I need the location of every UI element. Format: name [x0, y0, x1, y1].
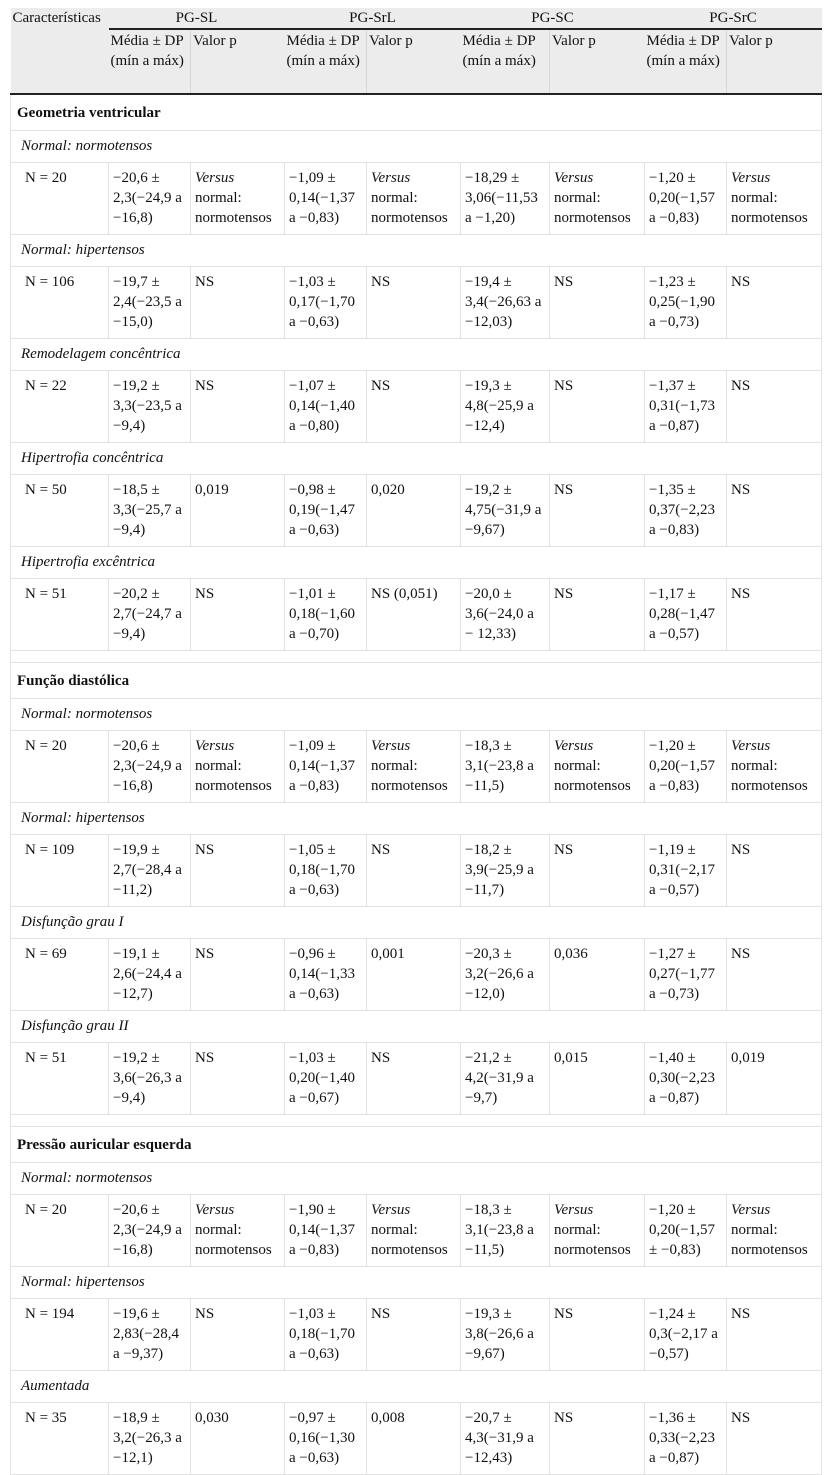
table-header: [11, 8, 822, 94]
versus-word: Versus: [195, 1202, 235, 1218]
mean-sd-cell: −20,6 ± 2,3(−24,9 a −16,8): [109, 1195, 191, 1267]
group-row: [11, 339, 822, 371]
mean-sd-cell: −1,19 ± 0,31(−2,17 a −0,57): [645, 835, 727, 907]
mean-sd-cell: −18,3 ± 3,1(−23,8 a −11,5): [461, 1195, 550, 1267]
mean-sd-cell: −18,29 ± 3,06(−11,53 a −1,20): [461, 163, 550, 235]
versus-reference: normal: normotensos: [195, 190, 272, 226]
section-title: Geometria ventricular: [11, 94, 822, 131]
versus-reference: normal: normotensos: [371, 190, 448, 226]
p-value-cell: NS: [367, 267, 461, 339]
header-group-pg-srl: PG-SrL: [285, 8, 461, 29]
versus-word: Versus: [371, 738, 411, 754]
mean-sd-cell: −18,5 ± 3,3(−25,7 a −9,4): [109, 475, 191, 547]
p-value-reference-cell: [191, 163, 285, 235]
p-value-cell: NS: [550, 835, 645, 907]
table-body: [11, 94, 822, 1475]
mean-sd-cell: −19,2 ± 3,6(−26,3 a −9,4): [109, 1043, 191, 1115]
p-value-cell: NS: [550, 1403, 645, 1475]
p-value-cell: NS: [191, 371, 285, 443]
versus-word: Versus: [371, 170, 411, 186]
group-row: [11, 235, 822, 267]
p-value-cell: NS: [727, 267, 822, 339]
sample-size-cell: N = 50: [11, 475, 109, 547]
group-label: Normal: normotensos: [11, 131, 822, 163]
header-group-pg-sc: PG-SC: [461, 8, 645, 29]
table-row: [11, 731, 822, 803]
p-value-reference-cell: [367, 1195, 461, 1267]
group-label: Remodelagem concêntrica: [11, 339, 822, 371]
mean-sd-cell: −18,2 ± 3,9(−25,9 a −11,7): [461, 835, 550, 907]
p-value-cell: NS: [367, 371, 461, 443]
versus-word: Versus: [554, 1202, 594, 1218]
table-row: [11, 939, 822, 1011]
table-row: [11, 267, 822, 339]
versus-reference: normal: normotensos: [554, 190, 631, 226]
mean-sd-cell: −19,9 ± 2,7(−28,4 a −11,2): [109, 835, 191, 907]
p-value-cell: NS: [727, 1403, 822, 1475]
p-value-cell: 0,019: [727, 1043, 822, 1115]
p-value-reference-cell: [367, 163, 461, 235]
mean-sd-cell: −21,2 ± 4,2(−31,9 a −9,7): [461, 1043, 550, 1115]
mean-sd-cell: −20,2 ± 2,7(−24,7 a −9,4): [109, 579, 191, 651]
p-value-cell: 0,019: [191, 475, 285, 547]
sample-size-cell: N = 20: [11, 1195, 109, 1267]
p-value-reference-cell: [550, 1195, 645, 1267]
mean-sd-cell: −1,40 ± 0,30(−2,23 a −0,87): [645, 1043, 727, 1115]
mean-sd-cell: −0,96 ± 0,14(−1,33 a −0,63): [285, 939, 367, 1011]
mean-sd-cell: −18,3 ± 3,1(−23,8 a −11,5): [461, 731, 550, 803]
group-row: [11, 1011, 822, 1043]
table-row: [11, 579, 822, 651]
p-value-cell: NS: [550, 475, 645, 547]
p-value-cell: NS: [191, 1043, 285, 1115]
versus-reference: normal: normotensos: [195, 758, 272, 794]
group-label: Hipertrofia concêntrica: [11, 443, 822, 475]
table-row: [11, 475, 822, 547]
mean-sd-cell: −19,3 ± 4,8(−25,9 a −12,4): [461, 371, 550, 443]
p-value-cell: NS: [727, 939, 822, 1011]
versus-word: Versus: [731, 170, 771, 186]
versus-reference: normal: normotensos: [554, 758, 631, 794]
p-value-reference-cell: [550, 731, 645, 803]
p-value-reference-cell: [727, 1195, 822, 1267]
versus-word: Versus: [731, 738, 771, 754]
p-value-cell: NS (0,051): [367, 579, 461, 651]
section-spacer: [11, 1115, 822, 1127]
header-p-value: Valor p: [727, 29, 822, 94]
sample-size-cell: N = 35: [11, 1403, 109, 1475]
section-row: [11, 1127, 822, 1163]
group-label: Normal: hipertensos: [11, 235, 822, 267]
p-value-cell: NS: [367, 1299, 461, 1371]
versus-word: Versus: [195, 170, 235, 186]
mean-sd-cell: −18,9 ± 3,2(−26,3 a −12,1): [109, 1403, 191, 1475]
header-p-value: Valor p: [191, 29, 285, 94]
group-label: Aumentada: [11, 1371, 822, 1403]
header-mean-sd: Média ± DP (mín a máx): [285, 29, 367, 94]
p-value-reference-cell: [191, 1195, 285, 1267]
p-value-cell: NS: [367, 835, 461, 907]
mean-sd-cell: −1,36 ± 0,33(−2,23 a −0,87): [645, 1403, 727, 1475]
mean-sd-cell: −1,35 ± 0,37(−2,23 a −0,83): [645, 475, 727, 547]
header-mean-sd: Média ± DP (mín a máx): [109, 29, 191, 94]
p-value-cell: 0,020: [367, 475, 461, 547]
section-title: Função diastólica: [11, 663, 822, 699]
mean-sd-cell: −1,90 ± 0,14(−1,37 a −0,83): [285, 1195, 367, 1267]
group-label: Normal: hipertensos: [11, 1267, 822, 1299]
sample-size-cell: N = 106: [11, 267, 109, 339]
header-group-pg-src: PG-SrC: [645, 8, 822, 29]
sample-size-cell: N = 20: [11, 731, 109, 803]
group-label: Normal: hipertensos: [11, 803, 822, 835]
group-row: [11, 1371, 822, 1403]
section-row: [11, 663, 822, 699]
mean-sd-cell: −1,07 ± 0,14(−1,40 a −0,80): [285, 371, 367, 443]
p-value-reference-cell: [727, 163, 822, 235]
versus-word: Versus: [731, 1202, 771, 1218]
section-row: [11, 94, 822, 131]
sample-size-cell: N = 51: [11, 1043, 109, 1115]
mean-sd-cell: −20,6 ± 2,3(−24,9 a −16,8): [109, 163, 191, 235]
group-row: [11, 907, 822, 939]
table-row: [11, 835, 822, 907]
mean-sd-cell: −1,05 ± 0,18(−1,70 a −0,63): [285, 835, 367, 907]
sample-size-cell: N = 69: [11, 939, 109, 1011]
p-value-reference-cell: [191, 731, 285, 803]
table-row: [11, 371, 822, 443]
group-row: [11, 443, 822, 475]
mean-sd-cell: −20,0 ± 3,6(−24,0 a − 12,33): [461, 579, 550, 651]
sample-size-cell: N = 51: [11, 579, 109, 651]
group-row: [11, 1163, 822, 1195]
p-value-cell: NS: [191, 835, 285, 907]
mean-sd-cell: −20,6 ± 2,3(−24,9 a −16,8): [109, 731, 191, 803]
group-row: [11, 547, 822, 579]
p-value-cell: NS: [191, 1299, 285, 1371]
versus-reference: normal: normotensos: [554, 1222, 631, 1258]
p-value-cell: 0,015: [550, 1043, 645, 1115]
header-mean-sd: Média ± DP (mín a máx): [645, 29, 727, 94]
mean-sd-cell: −1,27 ± 0,27(−1,77 a −0,73): [645, 939, 727, 1011]
mean-sd-cell: −1,03 ± 0,18(−1,70 a −0,63): [285, 1299, 367, 1371]
sample-size-cell: N = 194: [11, 1299, 109, 1371]
p-value-cell: NS: [550, 267, 645, 339]
group-row: [11, 131, 822, 163]
header-mean-sd: Média ± DP (mín a máx): [461, 29, 550, 94]
mean-sd-cell: −20,7 ± 4,3(−31,9 a −12,43): [461, 1403, 550, 1475]
table-row: [11, 1043, 822, 1115]
section-spacer: [11, 651, 822, 663]
group-label: Disfunção grau I: [11, 907, 822, 939]
p-value-cell: 0,036: [550, 939, 645, 1011]
table-row: [11, 1195, 822, 1267]
p-value-cell: NS: [191, 579, 285, 651]
p-value-cell: 0,008: [367, 1403, 461, 1475]
group-label: Hipertrofia excêntrica: [11, 547, 822, 579]
mean-sd-cell: −19,7 ± 2,4(−23,5 a −15,0): [109, 267, 191, 339]
mean-sd-cell: −1,20 ± 0,20(−1,57 a −0,83): [645, 163, 727, 235]
mean-sd-cell: −1,09 ± 0,14(−1,37 a −0,83): [285, 731, 367, 803]
mean-sd-cell: −19,2 ± 3,3(−23,5 a −9,4): [109, 371, 191, 443]
group-row: [11, 803, 822, 835]
mean-sd-cell: −1,20 ± 0,20(−1,57 a −0,83): [645, 731, 727, 803]
header-p-value: Valor p: [550, 29, 645, 94]
table-row: [11, 1299, 822, 1371]
mean-sd-cell: −19,2 ± 4,75(−31,9 a −9,67): [461, 475, 550, 547]
mean-sd-cell: −1,37 ± 0,31(−1,73 a −0,87): [645, 371, 727, 443]
header-characteristics: Características: [11, 8, 109, 29]
group-label: Disfunção grau II: [11, 1011, 822, 1043]
mean-sd-cell: −1,17 ± 0,28(−1,47 a −0,57): [645, 579, 727, 651]
mean-sd-cell: −19,1 ± 2,6(−24,4 a −12,7): [109, 939, 191, 1011]
p-value-cell: 0,030: [191, 1403, 285, 1475]
versus-word: Versus: [554, 738, 594, 754]
sample-size-cell: N = 109: [11, 835, 109, 907]
header-group-pg-sl: PG-SL: [109, 8, 285, 29]
versus-reference: normal: normotensos: [731, 1222, 808, 1258]
p-value-cell: NS: [727, 579, 822, 651]
versus-reference: normal: normotensos: [731, 190, 808, 226]
mean-sd-cell: −1,01 ± 0,18(−1,60 a −0,70): [285, 579, 367, 651]
group-label: Normal: normotensos: [11, 699, 822, 731]
group-row: [11, 1267, 822, 1299]
header-characteristics-spacer: [11, 29, 109, 94]
p-value-cell: NS: [727, 835, 822, 907]
p-value-cell: NS: [550, 1299, 645, 1371]
p-value-cell: NS: [727, 371, 822, 443]
p-value-reference-cell: [727, 731, 822, 803]
table-row: [11, 1403, 822, 1475]
p-value-cell: 0,001: [367, 939, 461, 1011]
versus-word: Versus: [554, 170, 594, 186]
header-p-value: Valor p: [367, 29, 461, 94]
results-table: [10, 8, 822, 1475]
versus-reference: normal: normotensos: [195, 1222, 272, 1258]
mean-sd-cell: −0,98 ± 0,19(−1,47 a −0,63): [285, 475, 367, 547]
group-row: [11, 699, 822, 731]
mean-sd-cell: −19,3 ± 3,8(−26,6 a −9,67): [461, 1299, 550, 1371]
versus-word: Versus: [195, 738, 235, 754]
mean-sd-cell: −1,24 ± 0,3(−2,17 a −0,57): [645, 1299, 727, 1371]
mean-sd-cell: −1,23 ± 0,25(−1,90 a −0,73): [645, 267, 727, 339]
p-value-cell: NS: [727, 475, 822, 547]
p-value-reference-cell: [550, 163, 645, 235]
versus-word: Versus: [371, 1202, 411, 1218]
mean-sd-cell: −19,6 ± 2,83(−28,4 a −9,37): [109, 1299, 191, 1371]
versus-reference: normal: normotensos: [371, 1222, 448, 1258]
p-value-cell: NS: [367, 1043, 461, 1115]
p-value-cell: NS: [727, 1299, 822, 1371]
group-label: Normal: normotensos: [11, 1163, 822, 1195]
section-title: Pressão auricular esquerda: [11, 1127, 822, 1163]
mean-sd-cell: −19,4 ± 3,4(−26,63 a −12,03): [461, 267, 550, 339]
versus-reference: normal: normotensos: [731, 758, 808, 794]
mean-sd-cell: −1,09 ± 0,14(−1,37 a −0,83): [285, 163, 367, 235]
p-value-cell: NS: [550, 579, 645, 651]
mean-sd-cell: −0,97 ± 0,16(−1,30 a −0,63): [285, 1403, 367, 1475]
mean-sd-cell: −1,03 ± 0,17(−1,70 a −0,63): [285, 267, 367, 339]
p-value-cell: NS: [191, 939, 285, 1011]
p-value-reference-cell: [367, 731, 461, 803]
mean-sd-cell: −1,20 ± 0,20(−1,57 ± −0,83): [645, 1195, 727, 1267]
sample-size-cell: N = 22: [11, 371, 109, 443]
mean-sd-cell: −1,03 ± 0,20(−1,40 a −0,67): [285, 1043, 367, 1115]
versus-reference: normal: normotensos: [371, 758, 448, 794]
mean-sd-cell: −20,3 ± 3,2(−26,6 a −12,0): [461, 939, 550, 1011]
p-value-cell: NS: [191, 267, 285, 339]
p-value-cell: NS: [550, 371, 645, 443]
sample-size-cell: N = 20: [11, 163, 109, 235]
table-row: [11, 163, 822, 235]
